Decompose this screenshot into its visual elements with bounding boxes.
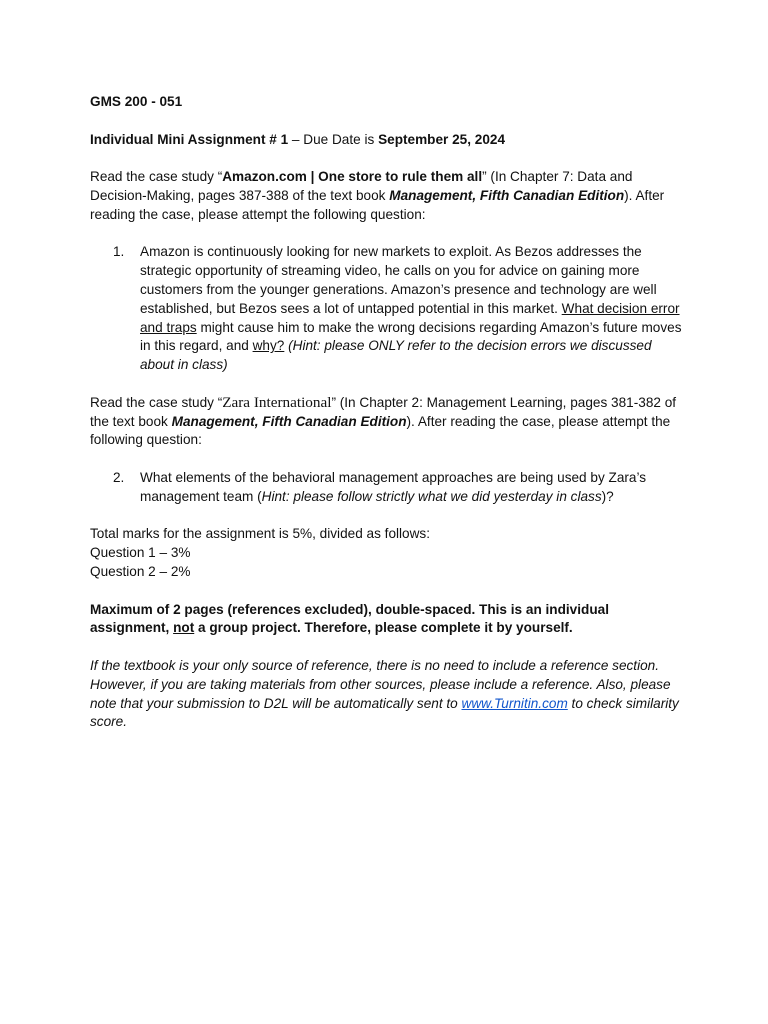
case-title-amazon: Amazon.com | One store to rule them all bbox=[222, 169, 483, 185]
question-number: 2. bbox=[113, 469, 125, 485]
question-hint: Hint: please follow strictly what we did yesterday in class bbox=[261, 488, 602, 504]
course-code: GMS 200 - 051 bbox=[90, 94, 183, 109]
underlined-phrase: not bbox=[173, 620, 195, 636]
question-hint: (Hint: please ONLY refer to the decision errors we discussed about in class) bbox=[140, 338, 652, 373]
assignment-title: Individual Mini Assignment # 1 bbox=[90, 131, 289, 147]
requirements-note: Maximum of 2 pages (references excluded), double-spaced. This is an individual assignment, not a group project. Therefore, please complete it by yourself. bbox=[90, 601, 609, 636]
question-text: What elements of the behavioral management approaches are being used by Zara’s management team (Hint: please follow strictly what we did yesterday in class)? bbox=[140, 469, 647, 504]
marks-breakdown bbox=[90, 525, 682, 581]
marks-question-2: Question 2 – 2% bbox=[90, 563, 191, 579]
marks-question-1: Question 1 – 3% bbox=[90, 545, 191, 561]
marks-total: Total marks for the assignment is 5%, divided as follows: bbox=[90, 526, 430, 542]
turnitin-link[interactable]: www.Turnitin.com bbox=[461, 695, 568, 711]
assignment-heading bbox=[90, 131, 682, 150]
underlined-phrase: why? bbox=[252, 338, 285, 354]
case-intro-zara: Read the case study “Zara International” (In Chapter 2: Management Learning, pages 381-382 of the text book Management, Fifth Canadian Edition). After reading the case, please attempt the following question: bbox=[90, 393, 677, 448]
question-text: Amazon is continuously looking for new markets to exploit. As Bezos addresses the strategic opportunity of streaming video, he calls on you for advice on gaining more customers from the younger generations. Amazon’s presence and technology are well established, but Bezos sees a lot of untapped potential in this market. What decision error and traps might cause him to make the wrong decisions regarding Amazon’s future moves in this regard, and why? (Hint: please ONLY refer to the decision errors we discussed about in class) bbox=[140, 244, 682, 373]
case-intro-amazon: Read the case study “Amazon.com | One store to rule them all” (In Chapter 7: Data and Decision-Making, pages 387-388 of the text book Management, Fifth Canadian Edition). After reading the case, please attempt the following question: bbox=[90, 169, 665, 222]
reference-note: If the textbook is your only source of reference, there is no need to include a reference section. However, if you are taking materials from other sources, please include a reference. Also, please note that your submission to D2L will be automatically sent to www.Turnitin.com to check similarity score. bbox=[90, 657, 679, 730]
question-2 bbox=[90, 469, 682, 507]
question-number: 1. bbox=[113, 244, 125, 260]
due-label: – Due Date is bbox=[288, 131, 379, 147]
question-1 bbox=[90, 243, 682, 375]
case-title-zara: Zara International bbox=[222, 393, 332, 411]
underlined-phrase: What decision error and traps bbox=[140, 300, 680, 335]
textbook-title: Management, Fifth Canadian Edition bbox=[171, 413, 407, 429]
due-date: September 25, 2024 bbox=[378, 131, 506, 147]
textbook-title: Management, Fifth Canadian Edition bbox=[389, 187, 625, 203]
